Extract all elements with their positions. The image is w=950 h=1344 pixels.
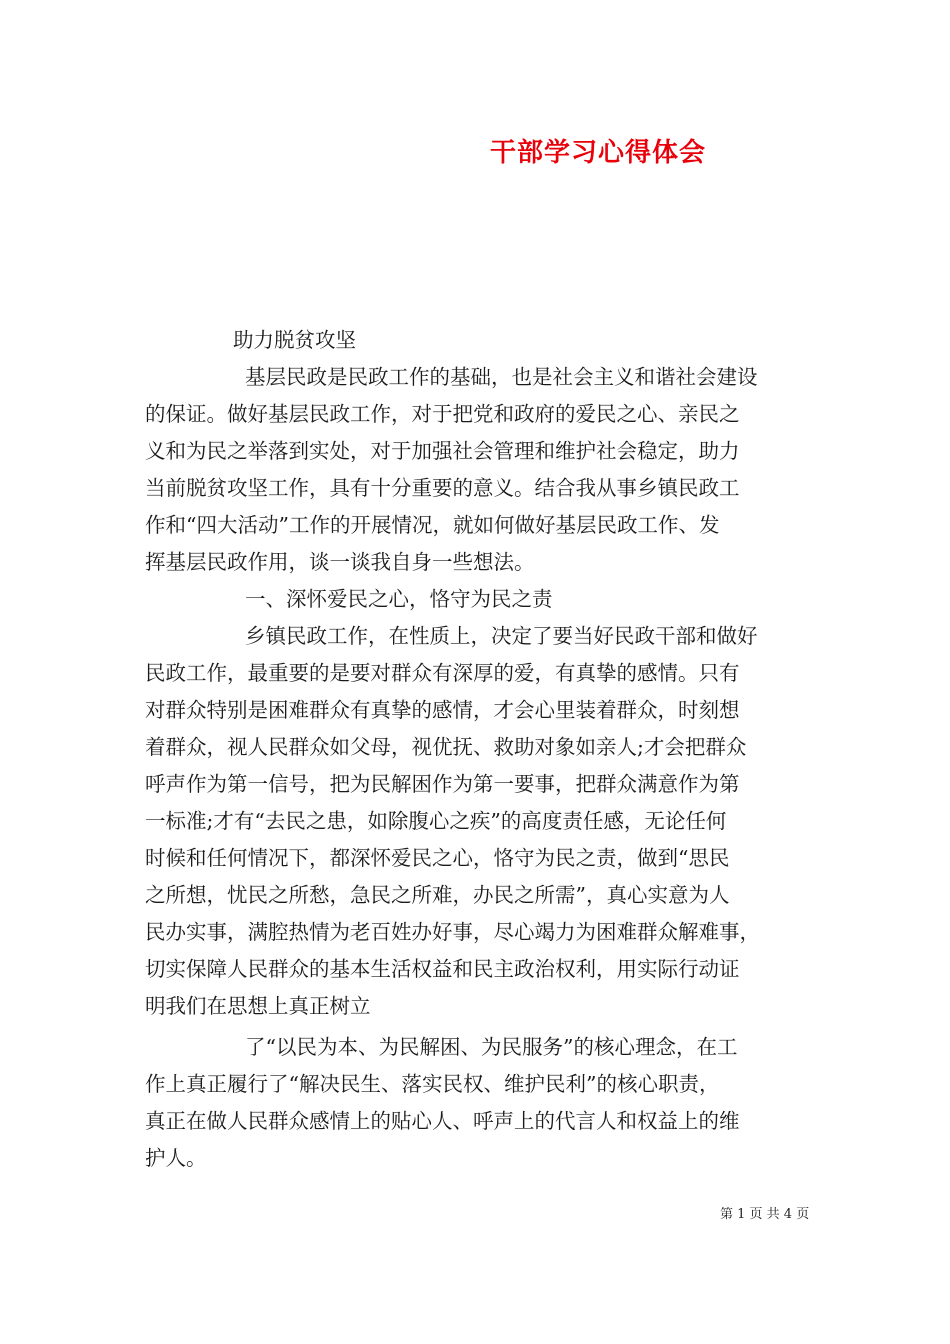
- paragraph-line: 作和“四大活动”工作的开展情况，就如何做好基层民政工作、发: [145, 513, 720, 537]
- paragraph-line: 作上真正履行了“解决民生、落实民权、维护民利”的核心职责，: [145, 1072, 720, 1096]
- paragraph-line: 呼声作为第一信号，把为民解困作为第一要事，把群众满意作为第: [145, 772, 740, 796]
- paragraph-line: 了“以民为本、为民解困、为民服务”的核心理念，在工: [245, 1035, 738, 1059]
- paragraph-line: 当前脱贫攻坚工作，具有十分重要的意义。结合我从事乡镇民政工: [145, 476, 740, 500]
- paragraph-line: 护人。: [145, 1146, 207, 1170]
- paragraph-line: 民办实事，满腔热情为老百姓办好事，尽心竭力为困难群众解难事，: [145, 920, 760, 944]
- page-number: 第 1 页 共 4 页: [720, 1207, 810, 1222]
- paragraph-line: 切实保障人民群众的基本生活权益和民主政治权利，用实际行动证: [145, 957, 740, 981]
- paragraph-line: 基层民政是民政工作的基础，也是社会主义和谐社会建设: [245, 365, 758, 389]
- subtitle-line: 助力脱贫攻坚: [233, 328, 356, 352]
- document-body: [145, 322, 815, 1177]
- paragraph-line: 一标准;才有“去民之患，如除腹心之疾”的高度责任感，无论任何: [145, 809, 727, 833]
- paragraph-line: 乡镇民政工作，在性质上，决定了要当好民政干部和做好: [245, 624, 758, 648]
- paragraph-line: 明我们在思想上真正树立: [145, 994, 371, 1018]
- paragraph-line: 的保证。做好基层民政工作，对于把党和政府的爱民之心、亲民之: [145, 402, 740, 426]
- paragraph-line: 真正在做人民群众感情上的贴心人、呼声上的代言人和权益上的维: [145, 1109, 740, 1133]
- paragraph-line: 义和为民之举落到实处，对于加强社会管理和维护社会稳定，助力: [145, 439, 740, 463]
- document-title: 干部学习心得体会: [490, 138, 707, 168]
- paragraph-line: 对群众特别是困难群众有真挚的感情，才会心里装着群众，时刻想: [145, 698, 740, 722]
- paragraph-line: 着群众，视人民群众如父母，视优抚、救助对象如亲人;才会把群众: [145, 735, 747, 759]
- paragraph-line: 时候和任何情况下，都深怀爱民之心，恪守为民之责，做到“思民: [145, 846, 730, 870]
- paragraph-line: 之所想，忧民之所愁，急民之所难，办民之所需”，真心实意为人: [145, 883, 730, 907]
- section-heading: 一、深怀爱民之心，恪守为民之责: [245, 587, 553, 611]
- paragraph-line: 民政工作，最重要的是要对群众有深厚的爱，有真挚的感情。只有: [145, 661, 740, 685]
- paragraph-line: 挥基层民政作用，谈一谈我自身一些想法。: [145, 550, 535, 574]
